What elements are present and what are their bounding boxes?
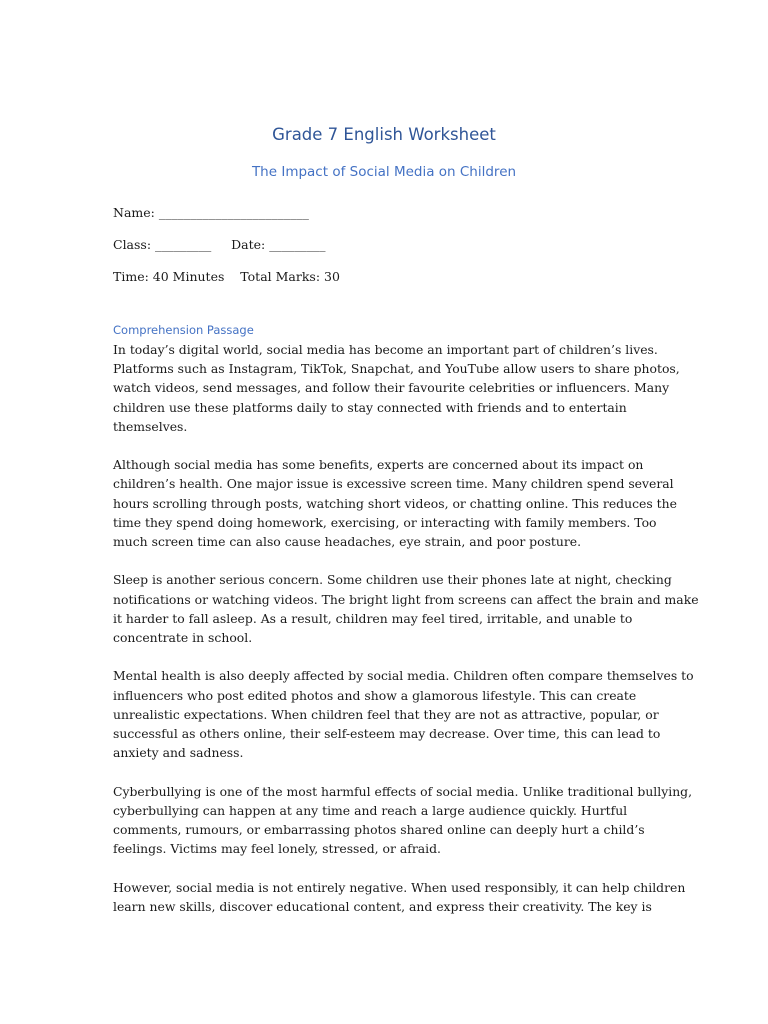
passage-line: anxiety and sadness.	[113, 745, 244, 761]
passage-line: concentrate in school.	[113, 630, 253, 646]
passage-line: it harder to fall asleep. As a result, children may feel tired, irritable, and unable to	[113, 610, 633, 626]
class-date-field: Class: _________ Date: _________	[113, 237, 326, 252]
passage-paragraph	[113, 782, 693, 859]
worksheet-title: Grade 7 English Worksheet	[272, 125, 496, 144]
passage-line: In today’s digital world, social media has become an important part of children’s lives.	[113, 342, 658, 357]
passage-paragraph	[113, 455, 677, 551]
passage-line: comments, rumours, or embarrassing photos shared online can deeply hurt a child’s	[113, 822, 645, 838]
passage-paragraph	[113, 878, 686, 916]
passage-line: Mental health is also deeply affected by social media. Children often compare themselves to	[113, 668, 694, 684]
passage-line: time they spend doing homework, exercising, or interacting with family members. Too	[113, 514, 657, 530]
passage-line: unrealistic expectations. When children feel that they are not as attractive, popular, or	[113, 706, 659, 722]
passage-paragraph	[113, 666, 694, 762]
passage-line: children use these platforms daily to stay connected with friends and to entertain	[113, 399, 627, 415]
passage-line: much screen time can also cause headaches, eye strain, and poor posture.	[113, 534, 582, 550]
passage-line: watch videos, send messages, and follow their favourite celebrities or influencers. Many	[113, 380, 670, 396]
passage-line: hours scrolling through posts, watching short videos, or chatting online. This reduces the	[113, 495, 677, 511]
passage-line: themselves.	[113, 418, 188, 434]
passage-paragraph	[113, 570, 699, 647]
passage-line: feelings. Victims may feel lonely, stressed, or afraid.	[113, 841, 441, 857]
time-marks-field: Time: 40 Minutes Total Marks: 30	[113, 269, 340, 284]
worksheet-subtitle: The Impact of Social Media on Children	[251, 164, 517, 180]
passage-line: However, social media is not entirely negative. When used responsibly, it can help children	[113, 879, 686, 895]
passage-line: learn new skills, discover educational content, and express their creativity. The key is	[113, 898, 652, 914]
passage-line: cyberbullying can happen at any time and reach a large audience quickly. Hurtful	[113, 802, 628, 818]
passage-line: Although social media has some benefits, experts are concerned about its impact on	[113, 457, 644, 473]
passage-paragraph	[113, 340, 680, 436]
passage-line: notifications or watching videos. The bright light from screens can affect the brain and make	[113, 591, 699, 607]
comprehension-passage	[113, 340, 699, 935]
passage-line: Sleep is another serious concern. Some children use their phones late at night, checking	[113, 572, 672, 588]
passage-line: successful as others online, their self-esteem may decrease. Over time, this can lead to	[113, 726, 661, 742]
comprehension-heading: Comprehension Passage	[113, 323, 254, 337]
passage-line: Platforms such as Instagram, TikTok, Snapchat, and YouTube allow users to share photos,	[113, 361, 680, 377]
passage-line: influencers who post edited photos and show a glamorous lifestyle. This can create	[113, 687, 637, 703]
passage-line: Cyberbullying is one of the most harmful effects of social media. Unlike traditional bullying,	[113, 783, 693, 799]
passage-line: children’s health. One major issue is excessive screen time. Many children spend several	[113, 476, 674, 492]
name-field: Name: ________________________	[113, 205, 309, 220]
